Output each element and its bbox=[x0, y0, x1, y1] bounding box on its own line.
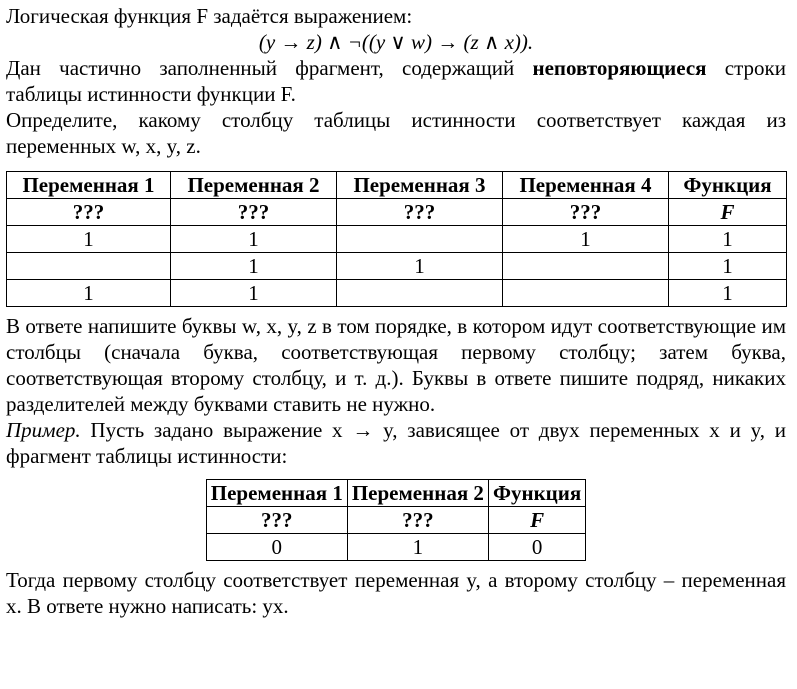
table-row bbox=[7, 226, 787, 253]
value-cell bbox=[337, 280, 503, 307]
value-cell: 1 bbox=[7, 280, 171, 307]
example-unknown-row bbox=[206, 507, 585, 534]
value-cell bbox=[503, 280, 669, 307]
unknown-cell: ??? bbox=[337, 199, 503, 226]
value-cell bbox=[503, 253, 669, 280]
example-truth-table bbox=[206, 479, 586, 561]
example-text: Пусть задано выражение x → y, зависящее от двух переменных x и y, и фрагмент таблицы истинности: bbox=[6, 418, 786, 468]
unknown-cell: ??? bbox=[503, 199, 669, 226]
truth-table-unknown-row bbox=[7, 199, 787, 226]
example-label: Пример. bbox=[6, 418, 81, 442]
example-header-row bbox=[206, 480, 585, 507]
fragment-text-b: строки таблицы истинности функции F. bbox=[6, 56, 786, 106]
example-paragraph bbox=[6, 417, 786, 469]
value-cell: 1 bbox=[669, 226, 787, 253]
header-cell: Переменная 1 bbox=[7, 172, 171, 199]
value-cell: 0 bbox=[206, 534, 347, 561]
value-cell: 1 bbox=[171, 280, 337, 307]
header-cell: Переменная 1 bbox=[206, 480, 347, 507]
value-cell bbox=[7, 253, 171, 280]
value-cell: 1 bbox=[171, 226, 337, 253]
table-row bbox=[7, 253, 787, 280]
value-cell: 1 bbox=[503, 226, 669, 253]
header-cell: Переменная 4 bbox=[503, 172, 669, 199]
value-cell: 1 bbox=[669, 253, 787, 280]
value-cell: 1 bbox=[337, 253, 503, 280]
value-cell: 1 bbox=[347, 534, 488, 561]
unknown-cell: ??? bbox=[171, 199, 337, 226]
logic-expression: (y → z) ∧ ¬((y ∨ w) → (z ∧ x)). bbox=[258, 30, 534, 54]
example-conclusion: Тогда первому столбцу соответствует переменная y, а второму столбцу – переменная x. В ответе нужно написать: yx. bbox=[6, 568, 786, 618]
table-row bbox=[206, 534, 585, 561]
truth-table-header-row bbox=[7, 172, 787, 199]
intro-line: Логическая функция F задаётся выражением: bbox=[6, 4, 413, 28]
table-row bbox=[7, 280, 787, 307]
unknown-cell: ??? bbox=[206, 507, 347, 534]
fragment-text-a: Дан частично заполненный фрагмент, содержащий bbox=[6, 56, 533, 80]
intro-paragraph-fragment bbox=[6, 55, 786, 107]
header-cell: Функция bbox=[488, 480, 585, 507]
value-cell: 1 bbox=[171, 253, 337, 280]
header-cell: Функция bbox=[669, 172, 787, 199]
truth-table bbox=[6, 171, 787, 307]
answer-instructions: В ответе напишите буквы w, x, y, z в том порядке, в котором идут соответствующие им столбцы (сначала буква, соответствующая первому столбцу; затем буква, соответствующая второму столбцу, и т. д.). Буквы в ответе пишите подряд, никаких разделителей между буквами ставить не нужно. bbox=[6, 314, 786, 416]
value-cell: 1 bbox=[669, 280, 787, 307]
unknown-cell: ??? bbox=[7, 199, 171, 226]
task-page bbox=[6, 3, 786, 619]
intro-paragraph-question: Определите, какому столбцу таблицы истинности соответствует каждая из переменных w, x, y, z. bbox=[6, 108, 786, 158]
header-cell: Переменная 2 bbox=[171, 172, 337, 199]
value-cell: 0 bbox=[488, 534, 585, 561]
header-cell: Переменная 3 bbox=[337, 172, 503, 199]
function-cell: F bbox=[488, 507, 585, 534]
value-cell bbox=[337, 226, 503, 253]
value-cell: 1 bbox=[7, 226, 171, 253]
unknown-cell: ??? bbox=[347, 507, 488, 534]
function-cell: F bbox=[669, 199, 787, 226]
nonrepeating-bold: неповторяющиеся bbox=[532, 56, 707, 80]
header-cell: Переменная 2 bbox=[347, 480, 488, 507]
